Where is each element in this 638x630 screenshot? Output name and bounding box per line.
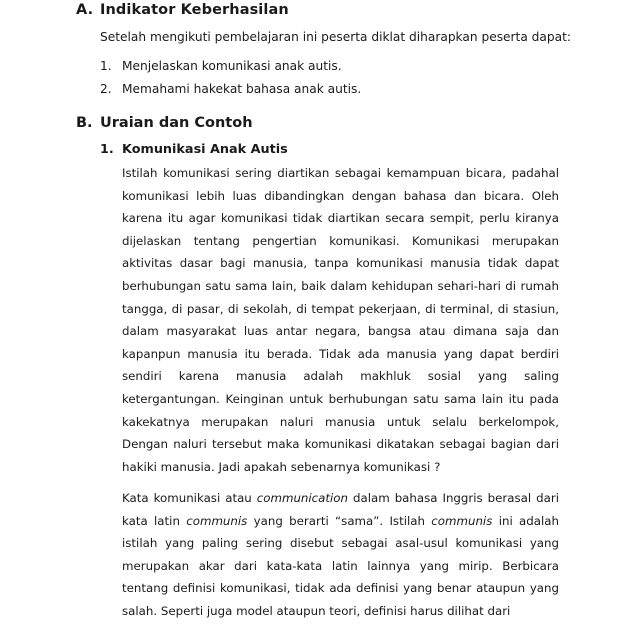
list-item-number: 2. xyxy=(100,82,112,96)
subsection-title: Komunikasi Anak Autis xyxy=(122,142,288,157)
subsection-number: 1. xyxy=(100,142,114,157)
paragraph-text: ini adalah istilah yang paling sering disebut sebagai asal-usul komunikasi yang merupakan akar dari kata-kata latin lainnya yang mirip. Berbicara tentang definisi komunikasi, tidak ada definisi yang benar ataupun yang salah. Seperti juga model ataupun teori, definisi harus dilihat dari xyxy=(122,513,559,618)
paragraph-text: yang berarti “sama”. Istilah xyxy=(247,513,432,528)
section-b-letter: B. xyxy=(76,115,93,131)
objectives-list xyxy=(100,57,361,103)
section-a-title: Indikator Keberhasilan xyxy=(100,2,289,18)
paragraph-text: Kata komunikasi atau xyxy=(122,491,257,505)
body-paragraph-2 xyxy=(122,487,559,623)
section-a-intro: Setelah mengikuti pembelajaran ini peserta diklat diharapkan peserta dapat: xyxy=(100,30,571,44)
body-paragraph-1: Istilah komunikasi sering diartikan sebagai kemampuan bicara, padahal komunikasi lebih luas dibandingkan dengan bahasa dan bicara. Oleh karena itu agar komunikasi tidak diartikan secara sempit, perlu kiranya dijelaskan tentang pengertian komunikasi. Komunikasi merupakan aktivitas dasar bagi manusia, tanpa komunikasi manusia tidak dapat berhubungan satu sama lain, baik dalam kehidupan sehari-hari di rumah tangga, di pasar, di sekolah, di tempat pekerjaan, di terminal, di stasiun, dalam masyarakat luas antar negara, bangsa atau dimana saja dan kapanpun manusia itu berada. Tidak ada manusia yang dapat berdiri sendiri karena manusia adalah makhluk sosial yang saling ketergantungan. Keinginan untuk berhubungan satu sama lain itu pada kakekatnya merupakan naluri manusia untuk selalu berkelompok, Dengan naluri tersebut maka komunikasi dikatakan sebagai bagian dari hakiki manusia. Jadi apakah sebenarnya komunikasi ? xyxy=(122,166,559,474)
list-item-number: 1. xyxy=(100,59,112,73)
italic-term: communis xyxy=(431,513,493,528)
list-item xyxy=(100,57,361,80)
list-item-text: Memahami hakekat bahasa anak autis. xyxy=(122,82,362,96)
italic-term: communis xyxy=(186,513,248,528)
section-b-heading xyxy=(76,115,253,131)
paragraph-text: dalam bahasa Inggris berasal dari kata latin xyxy=(122,491,559,528)
list-item xyxy=(100,80,361,103)
section-b-title: Uraian dan Contoh xyxy=(100,115,253,131)
list-item-text: Menjelaskan komunikasi anak autis. xyxy=(122,59,342,73)
subsection-heading xyxy=(100,142,288,157)
section-a-heading xyxy=(76,2,289,18)
section-a-letter: A. xyxy=(76,2,94,18)
italic-term: communication xyxy=(256,491,348,505)
